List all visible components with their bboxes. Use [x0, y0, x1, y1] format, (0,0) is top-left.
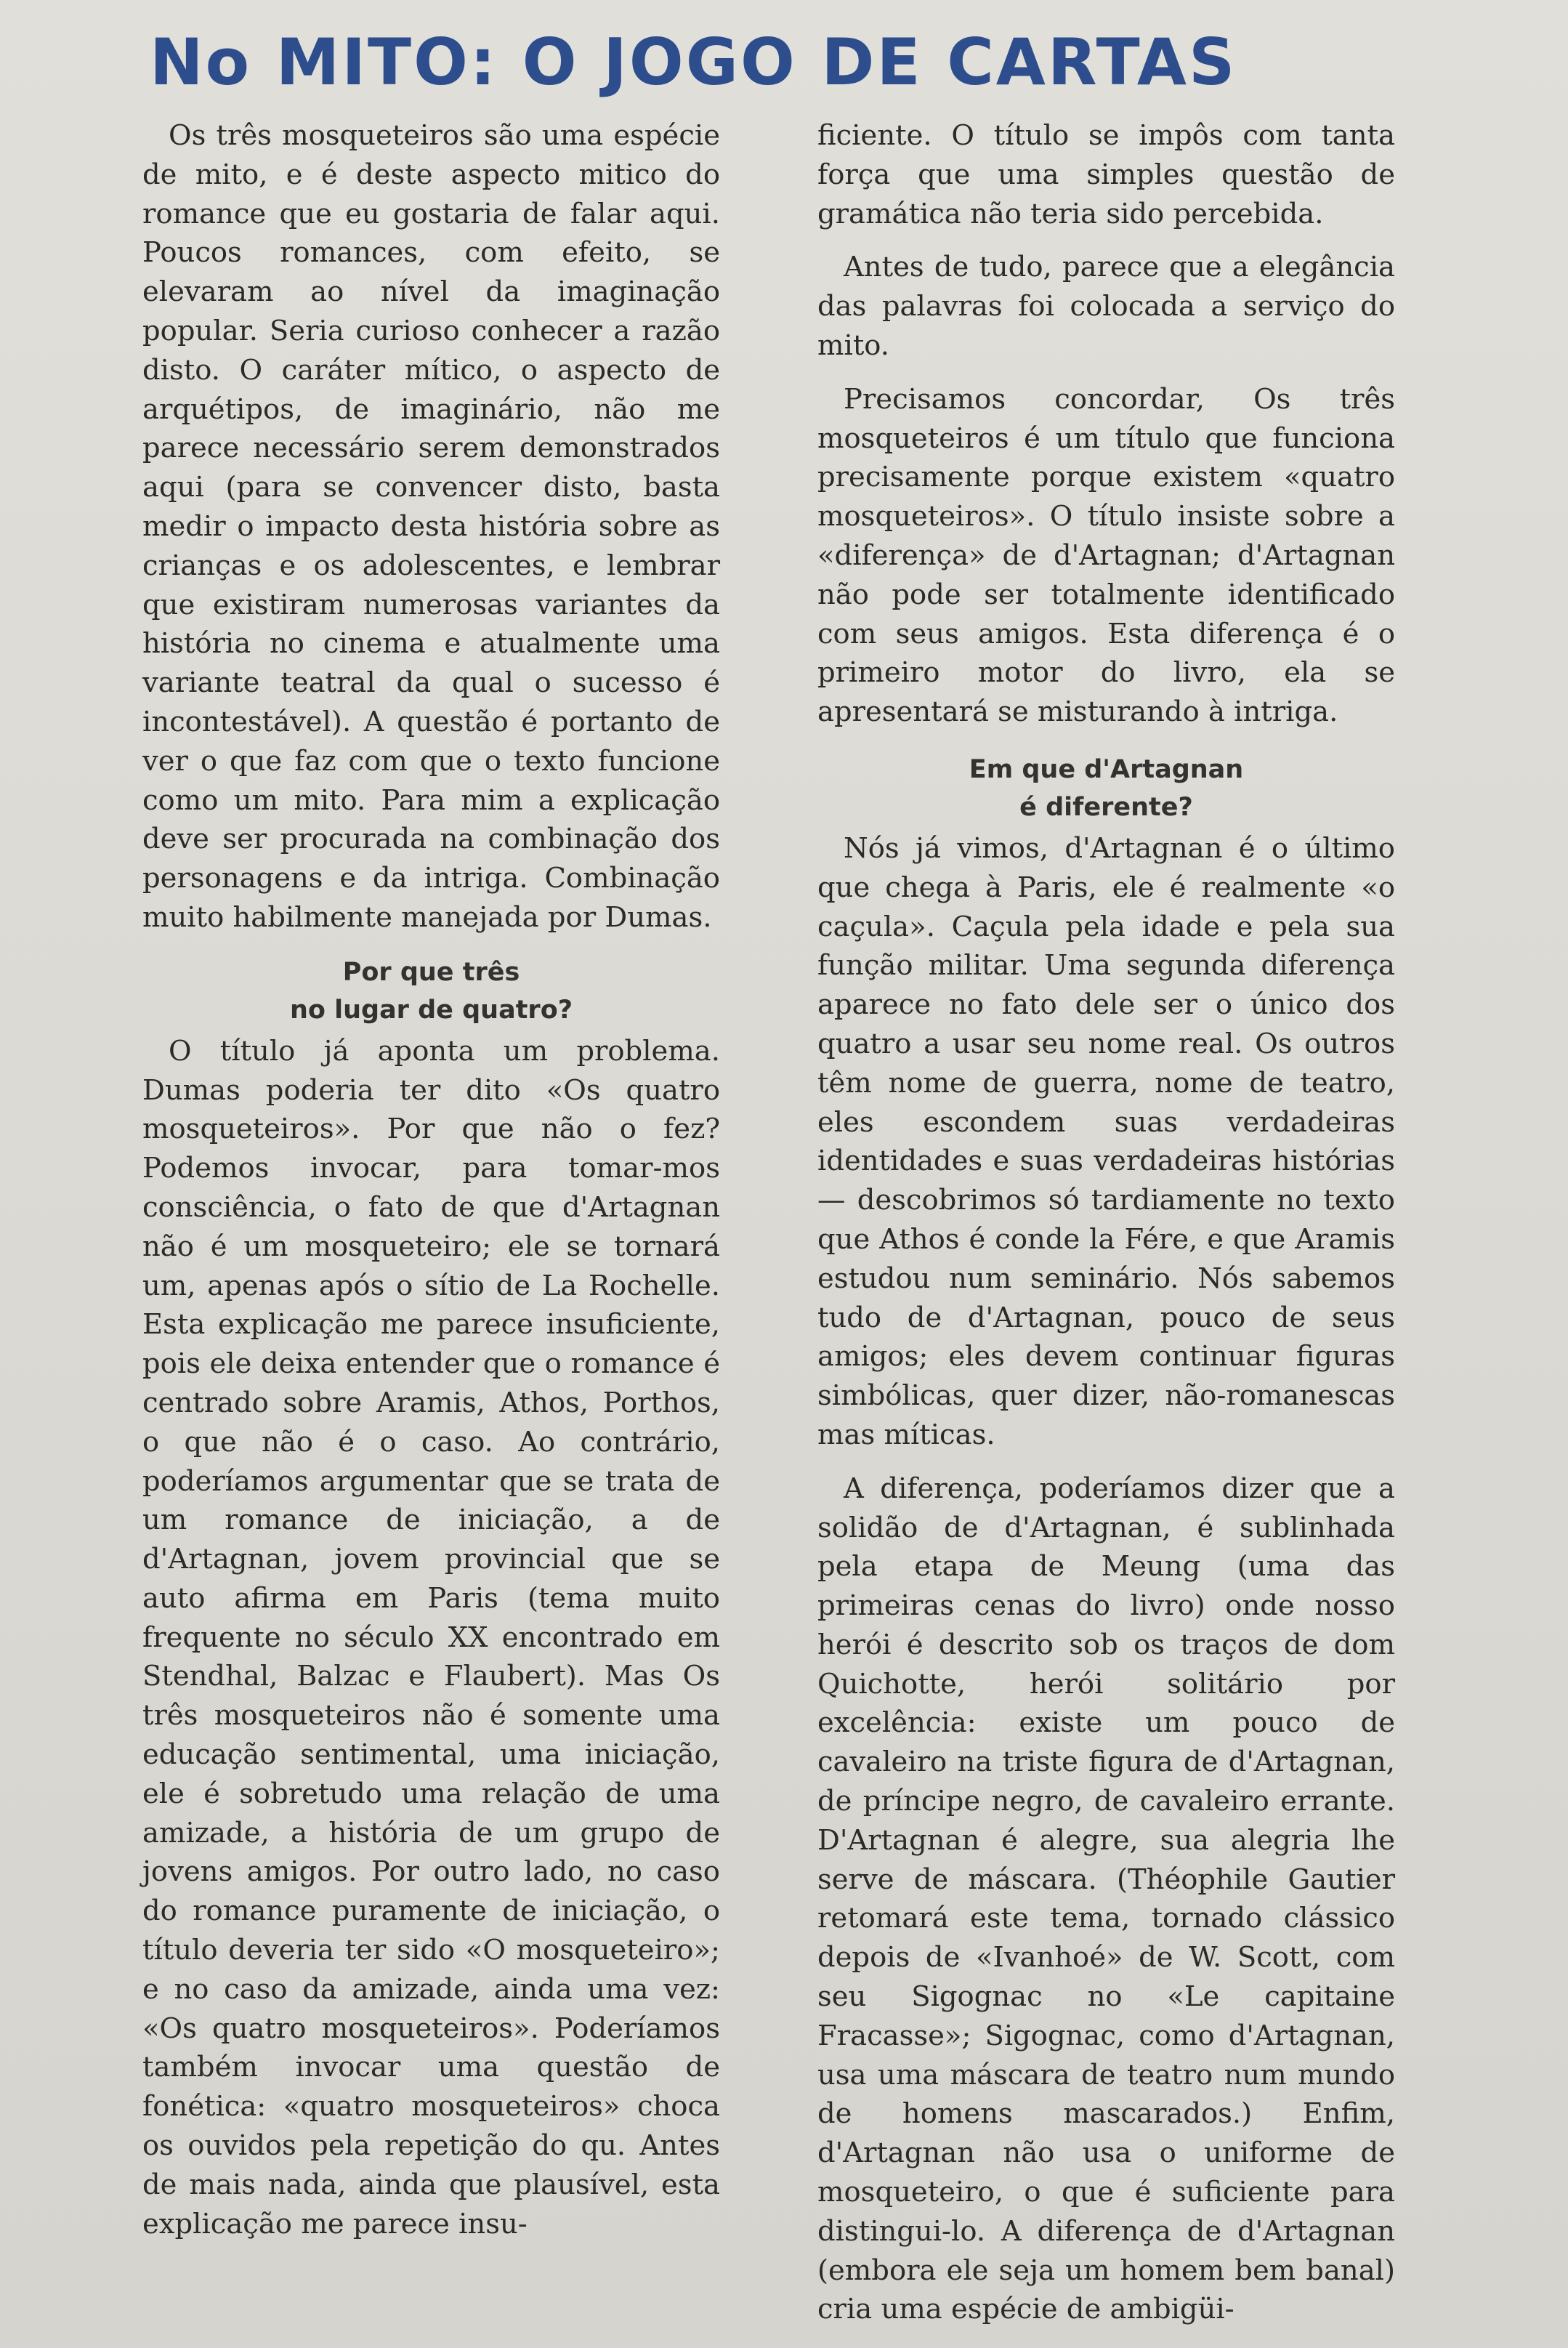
- paragraph: Nós já vimos, d'Artagnan é o último que chega à Paris, ele é realmente «o caçula». Caçula pela idade e pela sua função militar. Uma segunda diferença aparece no fato dele ser o único dos quatro a usar seu nome real. Os outros têm nome de guerra, nome de teatro, eles escondem suas verdadeiras identidades e suas verdadeiras histórias — descobrimos só tardiamente no texto que Athos é conde la Fére, e que Aramis estudou num seminário. Nós sabemos tudo de d'Artagnan, pouco de seus amigos; eles devem continuar figuras simbólicas, quer dizer, não-romanescas mas míticas.: [817, 831, 1395, 1451]
- paragraph: Antes de tudo, parece que a elegância das palavras foi colocada a serviço do mito.: [817, 251, 1395, 362]
- subheading-line: Por que três: [342, 957, 520, 987]
- section-subheading-why-three: [142, 953, 720, 1029]
- paragraph: Os três mosqueteiros são uma espécie de mito, e é deste aspecto mitico do romance que eu gostaria de falar aqui. Poucos romances, com efeito, se elevaram ao nível da imaginação popular. Seria curioso conhecer a razão disto. O caráter mítico, o aspecto de arquétipos, de imaginário, não me parece necessário serem demonstrados aqui (para se convencer disto, basta medir o impacto desta história sobre as crianças e os adolescentes, e lembrar que existiram numerosas variantes da história no cinema e atualmente uma variante teatral da qual o sucesso é incontestável). A questão é portanto de ver o que faz com que o texto funcione como um mito. Para mim a explicação deve ser procurada na combinação dos personagens e da intriga. Combinação muito habilmente manejada por Dumas.: [142, 119, 720, 934]
- subheading-line: é diferente?: [1019, 792, 1193, 822]
- paragraph: O título já aponta um problema. Dumas poderia ter dito «Os quatro mosqueteiros». Por que não o fez? Podemos invocar, para tomar-mos consciência, o fato de que d'Artagnan não é um mosqueteiro; ele se tornará um, apenas após o sítio de La Rochelle. Esta explicação me parece insuficiente, pois ele deixa entender que o romance é centrado sobre Aramis, Athos, Porthos, o que não é o caso. Ao contrário, poderíamos argumentar que se trata de um romance de iniciação, a de d'Artagnan, jovem provincial que se auto afirma em Paris (tema muito frequente no século XX encontrado em Stendhal, Balzac e Flaubert). Mas Os três mosqueteiros não é somente uma educação sentimental, uma iniciação, ele é sobretudo uma relação de uma amizade, a história de um grupo de jovens amigos. Por outro lado, no caso do romance puramente de iniciação, o título deveria ter sido «O mosqueteiro»; e no caso da amizade, ainda uma vez: «Os quatro mosqueteiros». Poderíamos também invocar uma questão de fonética: «quatro mosqueteiros» choca os ouvidos pela repetição do qu. Antes de mais nada, ainda que plausível, esta explicação me parece insu-: [142, 1034, 720, 2240]
- section-subheading-how-different: [817, 751, 1395, 826]
- left-column: [142, 116, 720, 2243]
- subheading-line: Em que d'Artagnan: [969, 754, 1244, 784]
- paragraph: ficiente. O título se impôs com tanta força que uma simples questão de gramática não teria sido percebida.: [817, 119, 1395, 230]
- paragraph: A diferença, poderíamos dizer que a solidão de d'Artagnan, é sublinhada pela etapa de Meung (uma das primeiras cenas do livro) onde nosso herói é descrito sob os traços de dom Quichotte, herói solitário por excelência: existe um pouco de cavaleiro na triste figura de d'Artagnan, de príncipe negro, de cavaleiro errante. D'Artagnan é alegre, sua alegria lhe serve de máscara. (Théophile Gautier retomará este tema, tornado clássico depois de «Ivanhoé» de W. Scott, com seu Sigognac no «Le capitaine Fracasse»; Sigognac, como d'Artagnan, usa uma máscara de teatro num mundo de homens mascarados.) Enfim, d'Artagnan não usa o uniforme de mosqueteiro, o que é suficiente para distingui-lo. A diferença de d'Artagnan (embora ele seja um homem bem banal) cria uma espécie de ambigüi-: [817, 1472, 1395, 2326]
- paragraph: Precisamos concordar, Os três mosqueteiros é um título que funciona precisamente porque existem «quatro mosqueteiros». O título insiste sobre a «diferença» de d'Artagnan; d'Artagnan não pode ser totalmente identificado com seus amigos. Esta diferença é o primeiro motor do livro, ela se apresentará se misturando à intriga.: [817, 382, 1395, 729]
- subheading-line: no lugar de quatro?: [289, 995, 573, 1025]
- page-headline: No MITO: O JOGO DE CARTAS: [150, 25, 1237, 100]
- right-column: [817, 116, 1395, 2329]
